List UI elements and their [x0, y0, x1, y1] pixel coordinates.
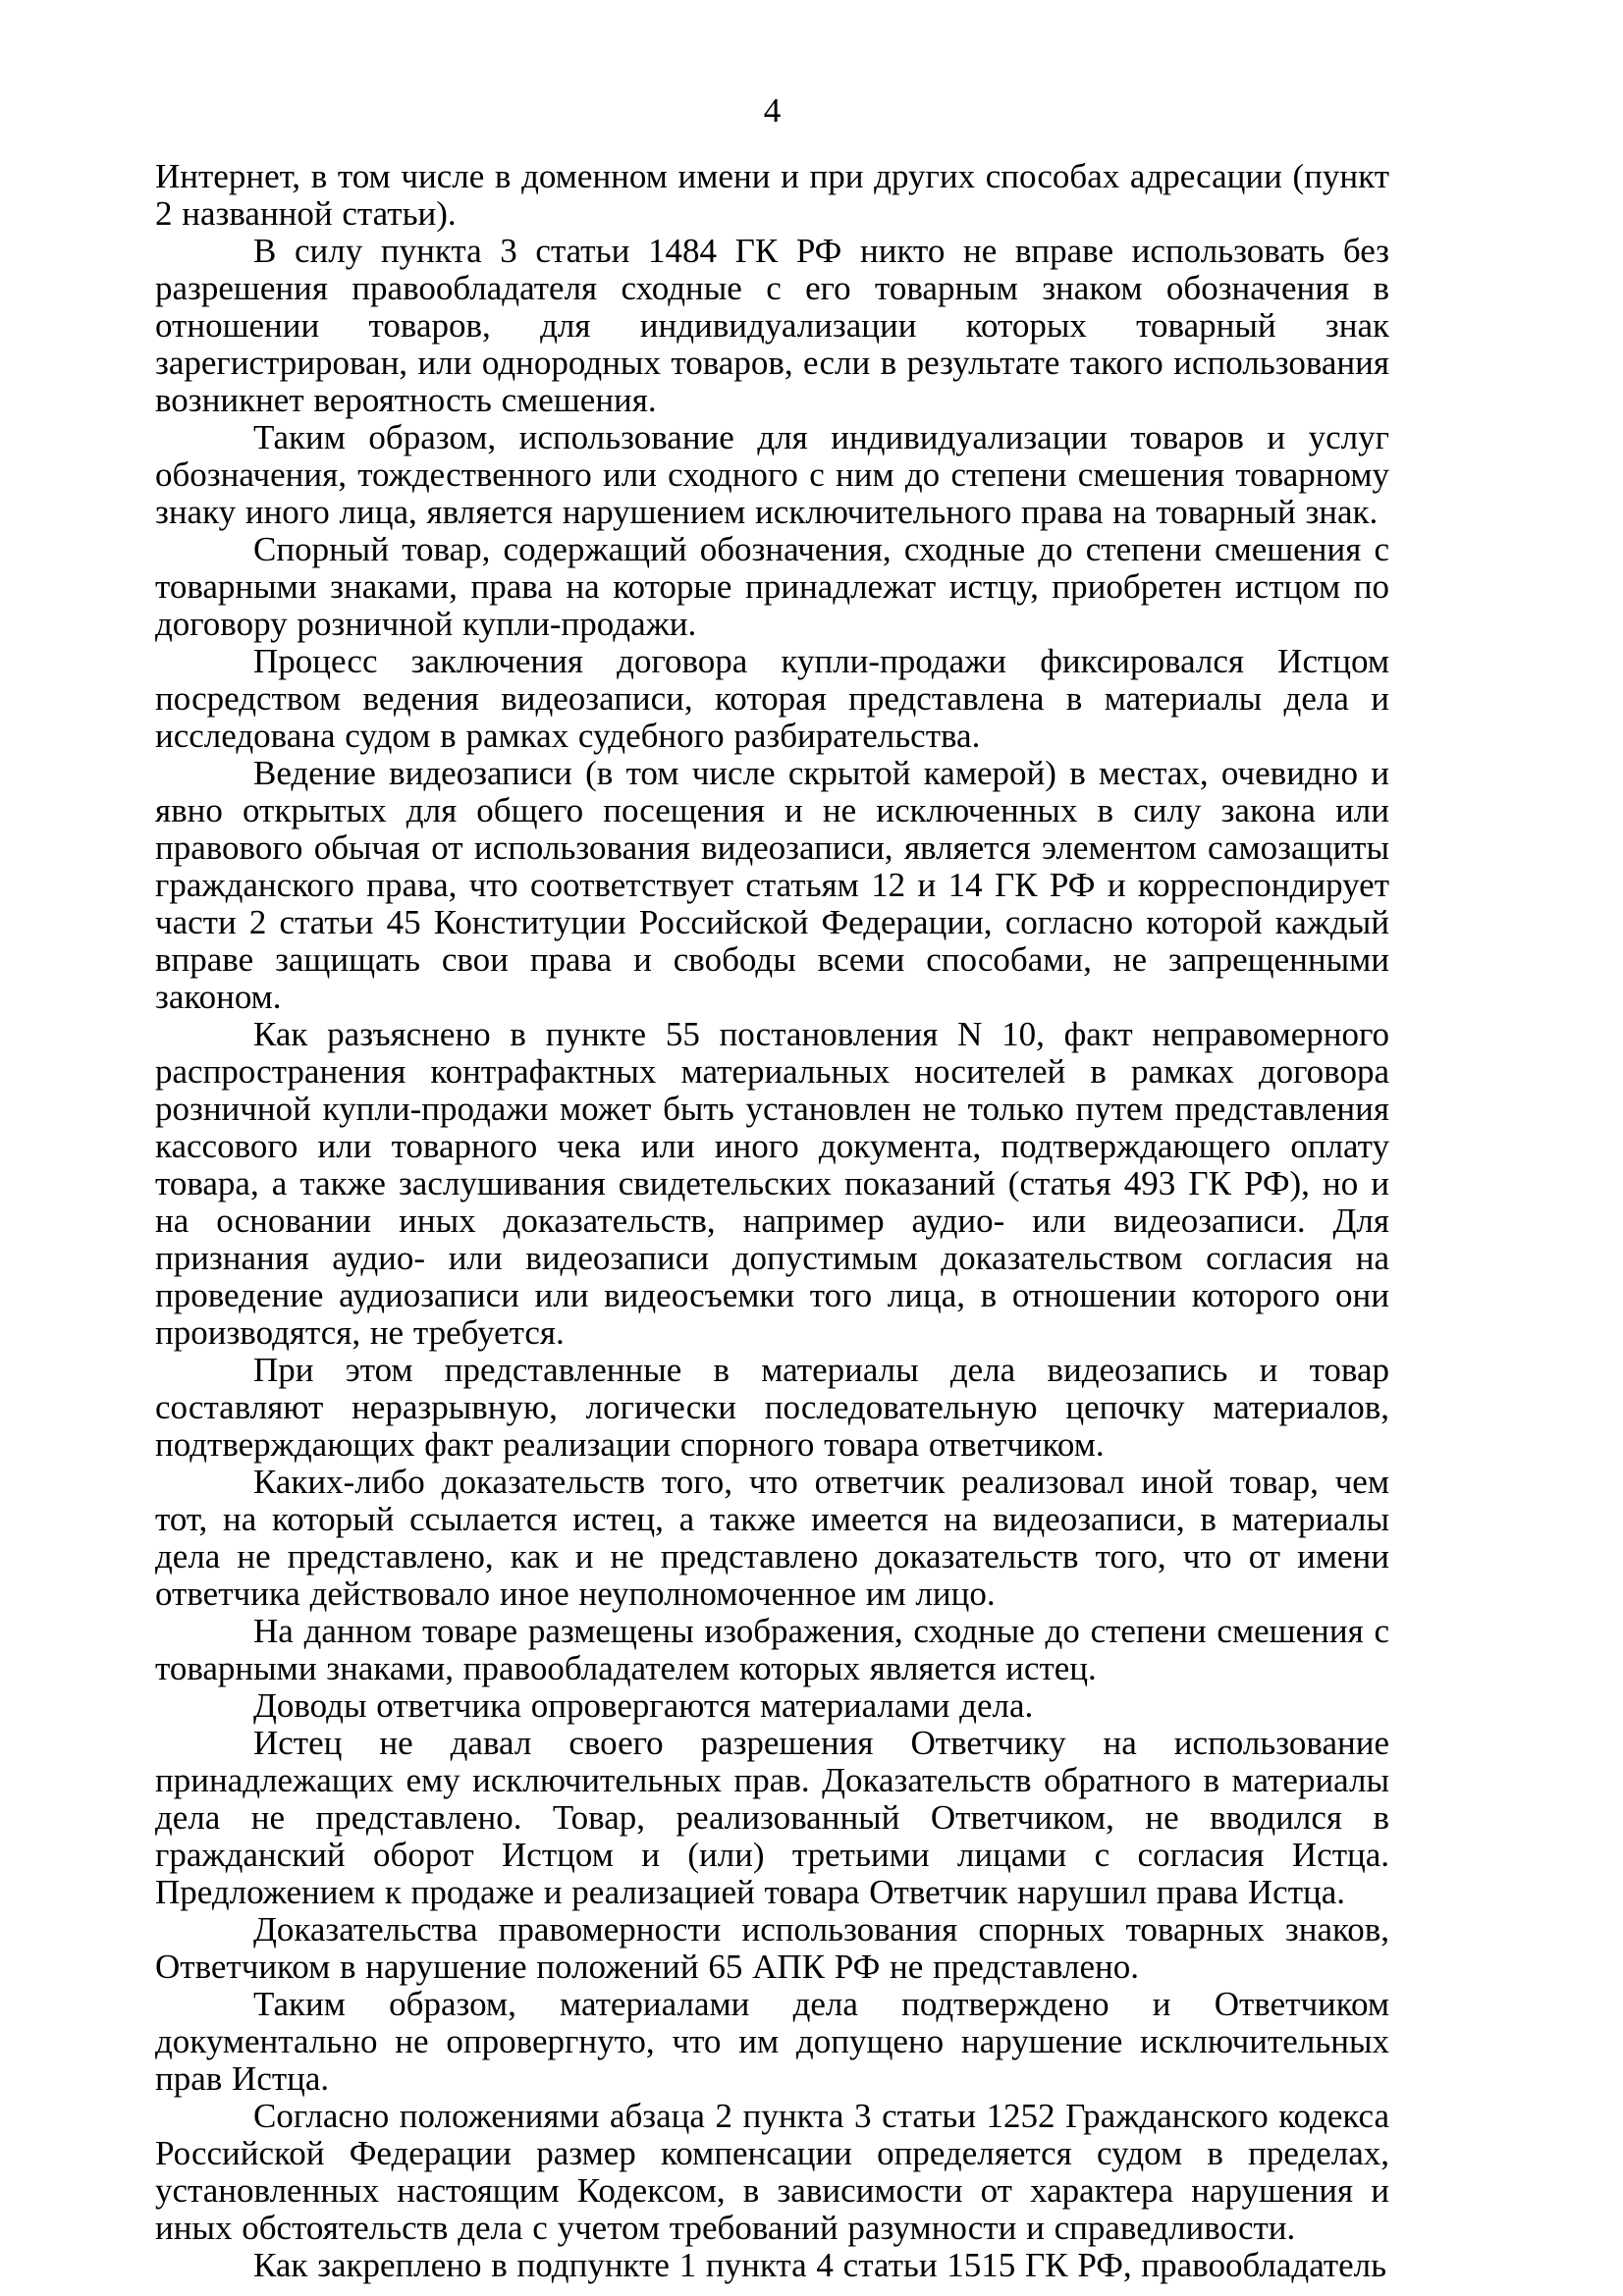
paragraph: Таким образом, использование для индивидуализации товаров и услуг обозначения, тождественного или сходного с ним до степени смешения товарному знаку иного лица, является нарушением исключительного права на товарный знак. — [155, 418, 1389, 531]
document-body — [155, 158, 1389, 2284]
paragraph: Доводы ответчика опровергаются материалами дела. — [253, 1686, 1034, 1725]
page-number: 4 — [763, 91, 782, 130]
paragraph: Интернет, в том числе в доменном имени и при других способах адресации (пункт 2 названной статьи). — [155, 157, 1389, 233]
paragraph: Ведение видеозаписи (в том числе скрытой камерой) в местах, очевидно и явно открытых для общего посещения и не исключенных в силу закона или правового обычая от использования видеозаписи, является элементом самозащиты гражданского права, что соответствует статьям 12 и 14 ГК РФ и корреспондирует части 2 статьи 45 Конституции Российской Федерации, согласно которой каждый вправе защищать свои права и свободы всеми способами, не запрещенными законом. — [155, 754, 1389, 1016]
paragraph: Как закреплено в подпункте 1 пункта 4 статьи 1515 ГК РФ, правообладатель — [253, 2246, 1387, 2284]
paragraph: Спорный товар, содержащий обозначения, сходные до степени смешения с товарными знаками, права на которые принадлежат истцу, приобретен истцом по договору розничной купли-продажи. — [155, 530, 1389, 643]
paragraph: При этом представленные в материалы дела видеозапись и товар составляют неразрывную, логически последовательную цепочку материалов, подтверждающих факт реализации спорного товара ответчиком. — [155, 1351, 1389, 1464]
paragraph: На данном товаре размещены изображения, сходные до степени смешения с товарными знаками, правообладателем которых является истец. — [155, 1612, 1389, 1687]
paragraph: Как разъяснено в пункте 55 постановления N 10, факт неправомерного распространения контрафактных материальных носителей в рамках договора розничной купли-продажи может быть установлен не только путем представления кассового или товарного чека или иного документа, подтверждающего оплату товара, а также заслушивания свидетельских показаний (статья 493 ГК РФ), но и на основании иных доказательств, например аудио- или видеозаписи. Для признания аудио- или видеозаписи допустимым доказательством согласия на проведение аудиозаписи или видеосъемки того лица, в отношении которого они производятся, не требуется. — [155, 1015, 1389, 1352]
paragraph: Истец не давал своего разрешения Ответчику на использование принадлежащих ему исключительных прав. Доказательств обратного в материалы дела не представлено. Товар, реализованный Ответчиком, не вводился в гражданский оборот Истцом и (или) третьими лицами с согласия Истца. Предложением к продаже и реализацией товара Ответчик нарушил права Истца. — [155, 1724, 1389, 1911]
paragraph: Согласно положениями абзаца 2 пункта 3 статьи 1252 Гражданского кодекса Российской Федерации размер компенсации определяется судом в пределах, установленных настоящим Кодексом, в зависимости от характера нарушения и иных обстоятельств дела с учетом требований разумности и справедливости. — [155, 2097, 1389, 2247]
paragraph: Доказательства правомерности использования спорных товарных знаков, Ответчиком в нарушение положений 65 АПК РФ не представлено. — [155, 1910, 1389, 1986]
paragraph: Процесс заключения договора купли-продажи фиксировался Истцом посредством ведения видеозаписи, которая представлена в материалы дела и исследована судом в рамках судебного разбирательства. — [155, 642, 1389, 755]
paragraph: В силу пункта 3 статьи 1484 ГК РФ никто не вправе использовать без разрешения правообладателя сходные с его товарным знаком обозначения в отношении товаров, для индивидуализации которых товарный знак зарегистрирован, или однородных товаров, если в результате такого использования возникнет вероятность смешения. — [155, 232, 1389, 419]
paragraph: Каких-либо доказательств того, что ответчик реализовал иной товар, чем тот, на который ссылается истец, а также имеется на видеозаписи, в материалы дела не представлено, как и не представлено доказательств того, что от имени ответчика действовало иное неуполномоченное им лицо. — [155, 1463, 1389, 1613]
paragraph: Таким образом, материалами дела подтверждено и Ответчиком документально не опровергнуто, что им допущено нарушение исключительных прав Истца. — [155, 1985, 1389, 2098]
